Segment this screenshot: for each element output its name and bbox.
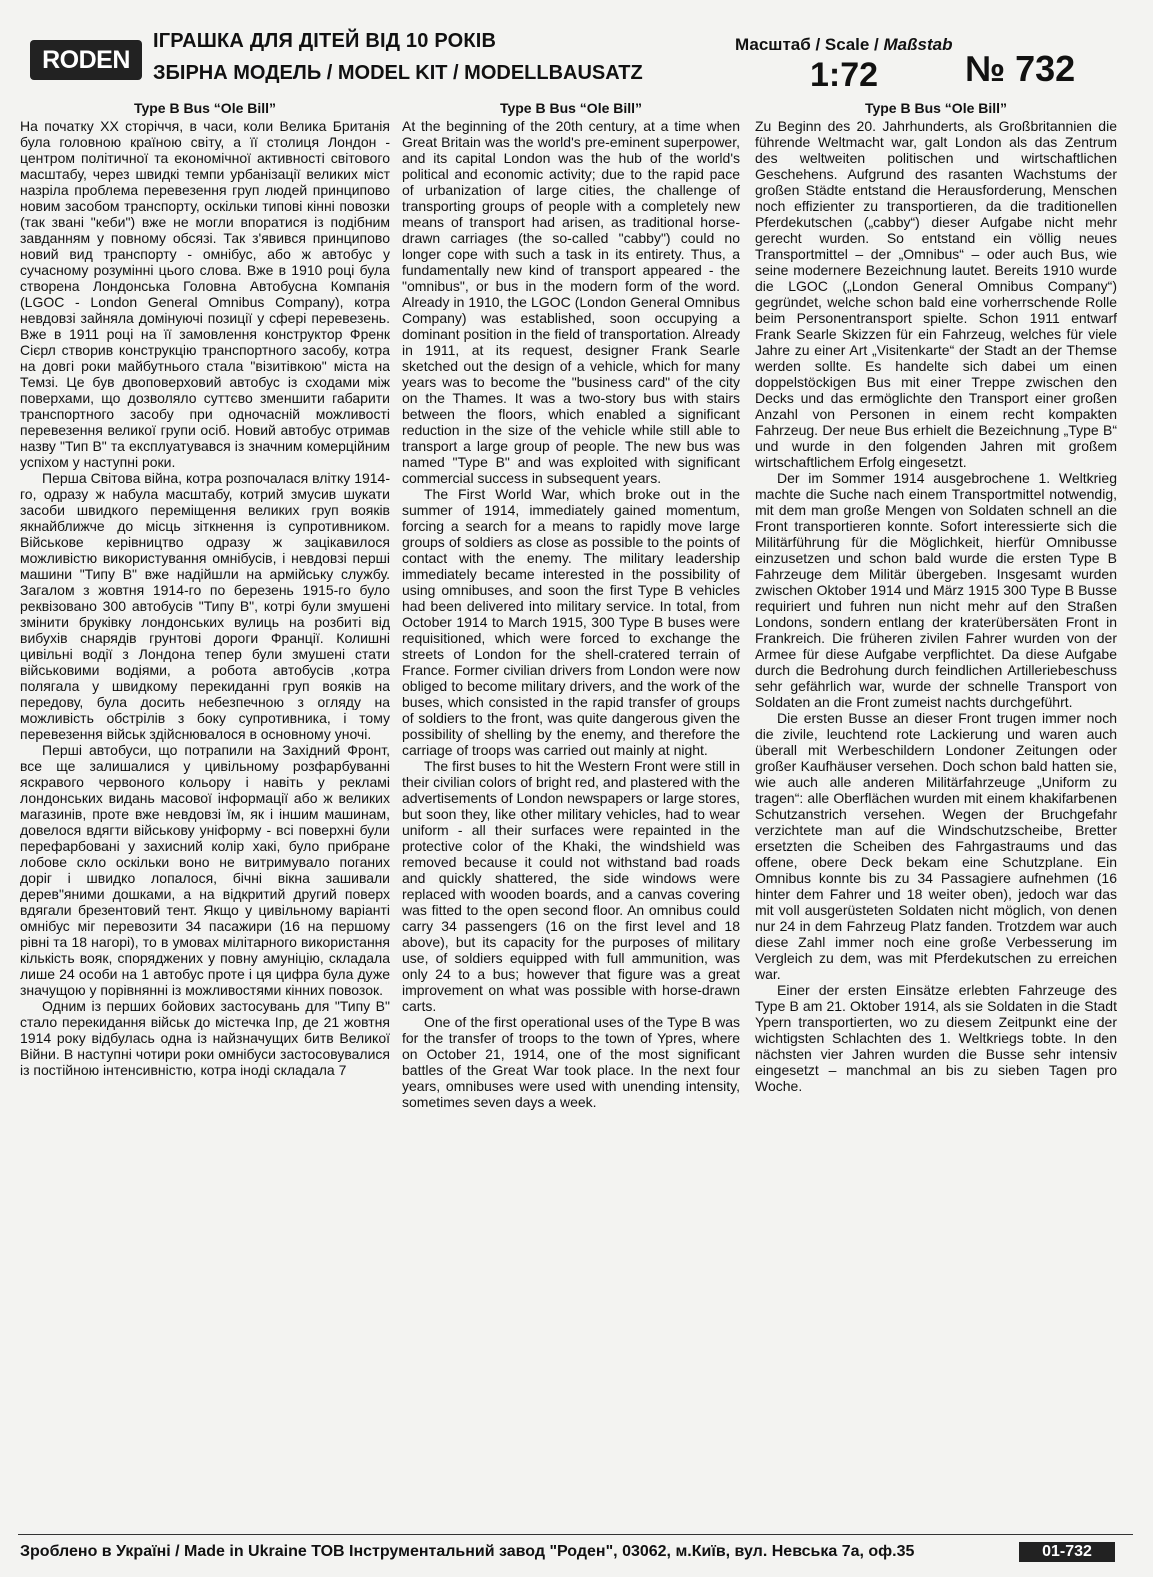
kit-number: № 732	[965, 48, 1076, 89]
column-title: Type B Bus “Ole Bill”	[864, 100, 1008, 116]
paragraph: One of the first operational uses of the Type B was for the transfer of troops to the town of Ypres, where on October 21, 1914, one of the most significant battles of the Great War took place. In the next four years, omnibuses were used with unending intensity, sometimes seven days a week.	[402, 1014, 740, 1110]
paragraph: Der im Sommer 1914 ausgebrochene 1. Weltkrieg machte die Suche nach einem Transportmittel notwendig, mit dem man große Mengen von Soldaten schnell an die Front transportieren konnte. Sofort interessierte sich die Militärführung für die Möglichkeit, hierfür Omnibusse einzusetzen und schon bald wurde die ersten Type B Fahrzeuge dem Militär übergeben. Insgesamt wurden zwischen Oktober 1914 und März 1915 300 Type B Busse requiriert und fuhren nun nicht mehr auf den Straßen Londons, sondern entlang der kraterübersäten Front in Frankreich. Die früheren zivilen Fahrer wurden von der Armee für diese Aufgabe verpflichtet. Da diese Aufgabe durch die Bedrohung durch feindlichen Artilleriebeschuss sehr gefährlich war, wurde der schnelle Transport von Soldaten an die Front zumeist nachts durchgeführt.	[755, 470, 1117, 710]
paragraph: Одним із перших бойових застосувань для "Типу В" стало перекидання військ до містечка Іпр, де 21 жовтня 1914 року відбулась одна із найзначущих битв Великої Війни. В наступні чотири роки омнібуси застосовувалися із постійною інтенсивністю, котра іноді складала 7	[20, 998, 390, 1078]
age-notice: ІГРАШКА ДЛЯ ДІТЕЙ ВІД 10 РОКІВ	[153, 30, 497, 52]
paragraph: At the beginning of the 20th century, at a time when Great Britain was the world's pre-eminent superpower, and its capital London was the hub of the world's political and economic activity; due to the rapid pace of urbanization of large cities, the challenge of transporting groups of people with a completely new means of transport had arisen, as traditional horse-drawn carriages (the so-called "cabby") could no longer cope with such a task in its entirety. Thus, a fundamentally new kind of transport appeared - the "omnibus", or bus in the modern form of the word. Already in 1910, the LGOC (London General Omnibus Company) was established, soon occupying a dominant position in the field of transportation. Already in 1911, at its request, designer Frank Searle sketched out the design of a vehicle, which for many years was to become the "business card" of the city on the Thames. It was a two-story bus with stairs between the floors, which enabled a significant reduction in the size of the vehicle while still able to transport a large group of people. The new bus was named "Type B" and was exploited with significant commercial success in subsequent years.	[402, 118, 740, 486]
column-title: Type B Bus “Ole Bill”	[499, 100, 643, 116]
kit-type: ЗБІРНА МОДЕЛЬ / MODEL KIT / MODELLBAUSATZ	[153, 62, 643, 84]
paragraph: Die ersten Busse an dieser Front trugen immer noch die zivile, leuchtend rote Lackierung und waren auch überall mit Werbeschildern Londoner Zeitungen oder großer Kaufhäuser versehen. Doch schon bald hatten sie, wie auch alle anderen Militärfahrzeuge „Uniform zu tragen“: alle Oberflächen wurden mit einem khakifarbenen Schutzanstrich versehen. Wegen der Bruchgefahr verzichtete man auf die Windschutzscheibe, Bretter ersetzten die Scheiben des Fahrgastraums und das offene, obere Deck bekam eine Schutzplane. Ein Omnibus konnte bis zu 34 Passagiere aufnehmen (16 hinter dem Fahrer und 18 weiter oben), jedoch war das mit voll ausgerüsteten Soldaten nicht möglich, von denen nur 24 in dem Fahrzeug Platz fanden. Trotzdem war auch diese Zahl immer noch eine große Verbesserung im Vergleich zu dem, was mit Pferdekutschen zu erreichen war.	[755, 710, 1117, 982]
paragraph: Перші автобуси, що потрапили на Західний Фронт, все ще залишалися у цивільному розфарбуванні яскравого червоного кольору і навіть у рекламі лондонських видань масової інформації або ж великих магазинів, проте вже невдовзі їм, як і іншим машинам, довелося вдягти військову уніформу - всі поверхні були перефарбовані у захисний колір хакі, було прибране лобове скло оскільки воно не витримувало поганих доріг і швидко лопалося, бічні вікна зашивали дерев"яними дошками, а на відкритий другий поверх вдягали брезентовий тент. Якщо у цивільному варіанті омнібус міг перевозити 34 пасажири (16 на першому рівні та 18 нагорі), то в умовах мілітарного використання кількість вояк, споряджених у повну амуніцію, складала лише 24 особи на 1 автобус проте і ця цифра була дуже значущою у порівнянні із можливостями кінних повозок.	[20, 742, 390, 998]
manufacturer-info: Зроблено в Україні / Made in Ukraine ТОВ Інструментальний завод "Роден", 03062, м.Київ, вул. Невська 7а, оф.35	[20, 1543, 915, 1560]
scale-label-de: Maßstab	[883, 35, 953, 54]
page-footer	[0, 1538, 1153, 1570]
paragraph: Zu Beginn des 20. Jahrhunderts, als Großbritannien die führende Weltmacht war, galt London als das Zentrum des weltweiten politischen und wirtschaftlichen Geschehens. Aufgrund des rasanten Wachstums der großen Städte entstand die Herausforderung, Menschen noch effizienter zu transportieren, da die traditionellen Pferdekutschen („cabby“) dieser Aufgabe nicht mehr gerecht wurden. So entstand ein völlig neues Transportmittel – der „Omnibus“ – oder auch Bus, wie seine modernere Bezeichnung lautet. Bereits 1910 wurde die LGOC („London General Omnibus Company“) gegründet, welche schon bald eine vorherrschende Rolle beim Personentransport spielte. Schon 1911 entwarf Frank Searle Skizzen für ein Fahrzeug, welches für viele Jahre zu einer Art „Visitenkarte“ der Stadt an der Themse werden sollte. Es handelte sich dabei um einen doppelstöckigen Bus mit einer Treppe zwischen den Decks und das ermöglichte den Transport einer großen Anzahl von Personen in einem recht kompakten Fahrzeug. Der neue Bus erhielt die Bezeichnung „Type B“ und wurde in den folgenden Jahren mit großem wirtschaftlichem Erfolg eingesetzt.	[755, 118, 1117, 470]
document-code: 01-732	[1019, 1542, 1115, 1562]
paragraph: Перша Світова війна, котра розпочалася влітку 1914-го, одразу ж набула масштабу, котрий змусив шукати засоби швидкого переміщення великих груп вояків якнайближче до місць зіткнення із супротивником. Військове керівництво одразу ж зацікавилося можливістю використування омнібусів, і невдовзі перші машини "Типу В" вже надійшли на армійську службу. Загалом з жовтня 1914-го по березень 1915-го було реквізовано 300 автобусів "Типу В", котрі були змушені змінити бруківку лондонських вулиць на розбиті від вибухів снарядів грунтові дороги Франції. Колишні цивільні водії з Лондона тепер були змушені стати військовими водіями, а робота автобусів ,котра полягала у швидкому перекиданні груп вояків на передову, була досить небезпечною з огляду на можливість обстрілів з боку супротивника, і тому перевезення військ здійснювалося в основному уночі.	[20, 470, 390, 742]
scale-value: 1:72	[810, 56, 879, 94]
page-header	[0, 0, 1153, 96]
scale-label	[735, 35, 952, 55]
paragraph: The first buses to hit the Western Front were still in their civilian colors of bright red, and plastered with the advertisements of London newspapers or large stores, but soon they, like other military vehicles, had to wear uniform - all their surfaces were repainted in the protective color of the Khaki, the windshield was removed because it could not withstand bad roads and quickly shattered, the side windows were replaced with wooden boards, and a canvas covering was fitted to the open second floor. An omnibus could carry 34 passengers (16 on the first level and 18 above), but its capacity for the purposes of military use, of soldiers equipped with full ammunition, was only 24 to a bus; however that figure was a great improvement on what was possible with horse-drawn carts.	[402, 758, 740, 1014]
column-english	[402, 100, 740, 1500]
column-german	[755, 100, 1117, 1500]
roden-logo: RODEN	[30, 40, 142, 80]
paragraph: The First World War, which broke out in the summer of 1914, immediately gained momentum, forcing a search for a means to rapidly move large groups of soldiers as close as possible to the points of contact with the enemy. The military leadership immediately became interested in the possibility of using omnibuses, and soon the first Type B vehicles had been delivered into military service. In total, from October 1914 to March 1915, 300 Type B buses were requisitioned, which were forced to exchange the streets of London for the shell-cratered terrain of France. Former civilian drivers from London were now obliged to become military drivers, and the work of the buses, which consisted in the rapid transfer of groups of soldiers to the front, was quite dangerous given the possibility of shelling by the enemy, and therefore the carriage of troops was carried out mainly at night.	[402, 486, 740, 758]
column-title: Type B Bus “Ole Bill”	[133, 100, 277, 116]
paragraph: Einer der ersten Einsätze erlebten Fahrzeuge des Type B am 21. Oktober 1914, als sie Soldaten in die Stadt Ypern transportierten, wo zu diesem Zeitpunkt eine der wichtigsten Schlachten des 1. Weltkriegs tobte. In den nächsten vier Jahren wurden die Busse sehr intensiv eingesetzt – manchmal an bis zu sieben Tagen pro Woche.	[755, 982, 1117, 1094]
paragraph: На початку ХХ сторіччя, в часи, коли Велика Британія була головною країною світу, а її столиця Лондон - центром політичної та економічної активності світового масштабу, через швидкі темпи урбанізації великих міст назріла проблема перевезення груп людей принципово новим засобом транспорту, оскільки типові кінні повозки (так звані "кеби") вже не могли впоратися із подібним завданням у повному обсязі. Так з'явився принципово новий вид транспорту - омнібус, або ж автобус у сучасному розумінні цього слова. Вже в 1910 році була створена Лондонська Головна Автобусна Компанія (LGOC - London General Omnibus Company), котра невдовзі зайняла домінуючі позиції у сфері перевезень. Вже в 1911 році на її замовлення конструктор Френк Сієрл створив конструкцію транспортного засобу, котра на довгі роки майбутнього стала "візитівкою" міста на Темзі. Це був двоповерховий автобус із сходами між поверхами, що дозволяло суттєво зменшити габарити транспортного засобу при одночасній можливості перевезення великої групи осіб. Новий автобус отримав назву "Тип В" та експлуатувався із значним комерційним успіхом у наступні роки.	[20, 118, 390, 470]
footer-divider	[18, 1534, 1133, 1535]
scale-label-main: Масштаб / Scale /	[735, 35, 884, 54]
column-ukrainian	[20, 100, 390, 1500]
